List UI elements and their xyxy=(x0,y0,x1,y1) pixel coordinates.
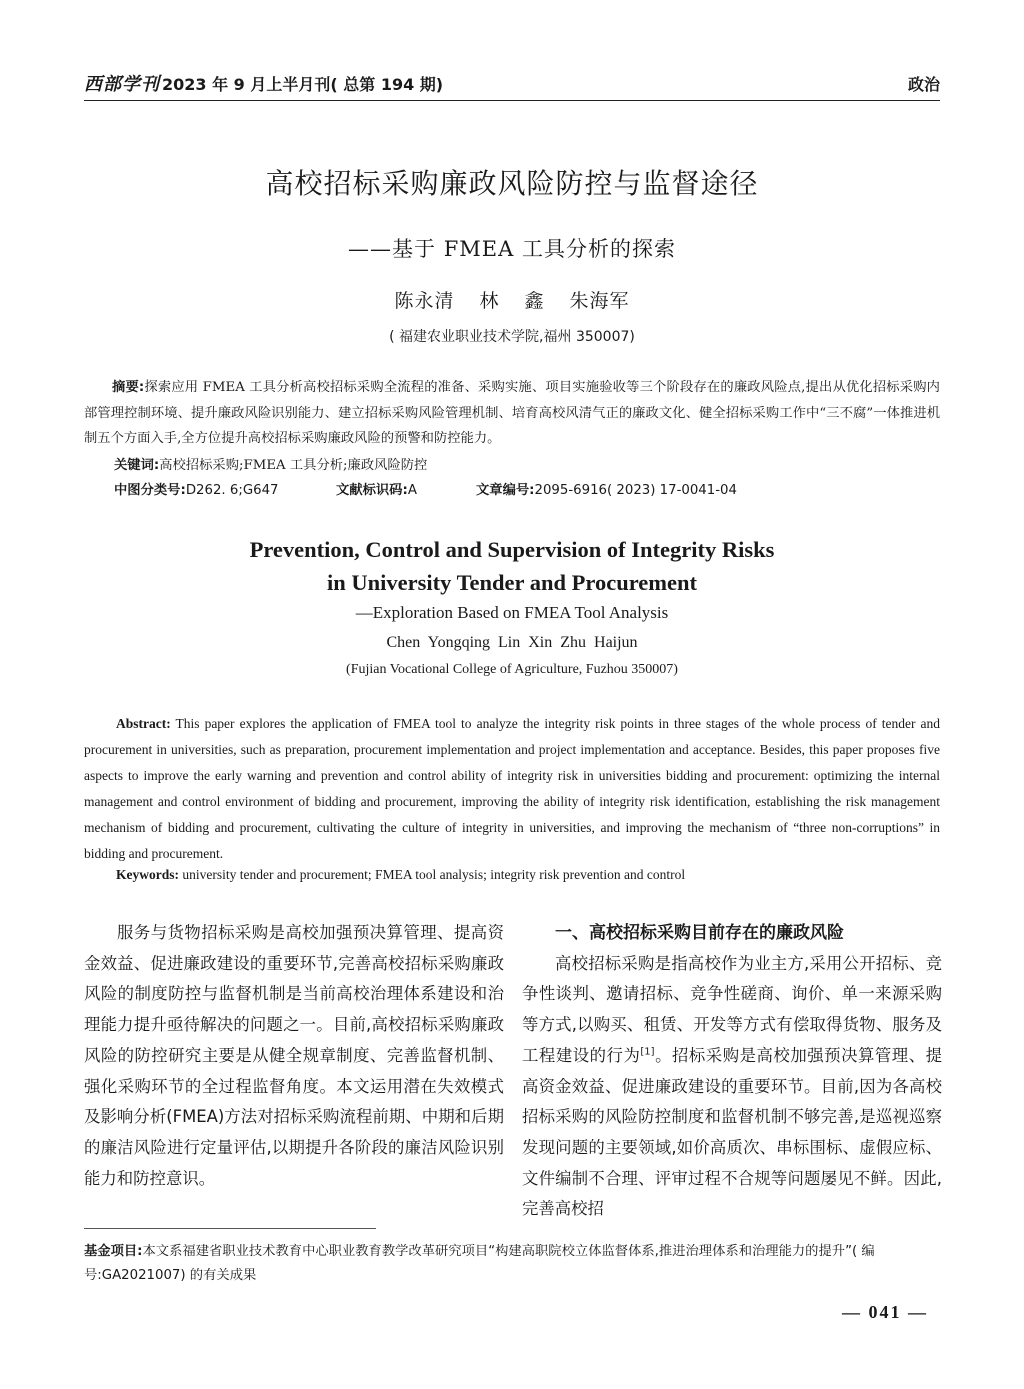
funding-footnote xyxy=(84,1240,940,1288)
footnote-rule xyxy=(84,1228,376,1229)
keywords-cn xyxy=(114,454,427,473)
affiliation-en: (Fujian Vocational College of Agriculture, Fuzhou 350007) xyxy=(346,662,678,677)
page-number: — 041 — xyxy=(842,1302,928,1322)
keywords-en-text: university tender and procurement; FMEA tool analysis; integrity risk prevention and control xyxy=(179,867,686,882)
clc-label: 中图分类号: xyxy=(114,483,186,498)
keywords-en xyxy=(116,867,685,883)
section1-text-b: 。招标采购是高校加强预决算管理、提高资金效益、促进廉政建设的重要环节。目前,因为各高校招标采购的风险防控制度和监督机制不够完善,是巡视巡察发现问题的主要领域,如价高质次、串标围标、虚假应标、文件编制不合理、评审过程不合规等问题屡见不鲜。因此,完善高校招 xyxy=(522,1045,943,1219)
article-no-label: 文章编号: xyxy=(476,483,535,498)
authors-cn: 陈永清 林 鑫 朱海军 xyxy=(394,290,630,312)
intro-paragraph: 服务与货物招标采购是高校加强预决算管理、提高资金效益、促进廉政建设的重要环节,完善高校招标采购廉政风险的制度防控与监督机制是当前高校治理体系建设和治理能力提升亟待解决的问题之一。目前,高校招标采购廉政风险的防控研究主要是从健全规章制度、完善监督机制、强化采购环节的全过程监督角度。本文运用潜在失效模式及影响分析(FMEA)方法对招标采购流程前期、中期和后期的廉洁风险进行定量评估,以期提升各阶段的廉洁风险识别能力和防控意识。 xyxy=(84,923,504,1188)
clc-value: D262. 6;G647 xyxy=(185,483,279,498)
abstract-cn-label: 摘要: xyxy=(112,380,145,395)
journal-logo: 西部学刊 xyxy=(84,74,160,95)
title-en xyxy=(0,533,1024,599)
keywords-cn-text: 高校招标采购;FMEA 工具分析;廉政风险防控 xyxy=(159,458,428,473)
issue-info: 2023 年 9 月上半月刊( 总第 194 期) xyxy=(162,75,444,94)
funding-text: 本文系福建省职业技术教育中心职业教育教学改革研究项目“构建高职院校立体监督体系,推进治理体系和治理能力的提升”( 编号:GA2021007) 的有关成果 xyxy=(84,1244,875,1283)
page-header xyxy=(84,68,940,101)
title-cn: 高校招标采购廉政风险防控与监督途径 xyxy=(265,167,759,200)
authors-en: Chen Yongqing Lin Xin Zhu Haijun xyxy=(386,634,638,651)
abstract-en-text: This paper explores the application of FMEA tool to analyze the integrity risk points in three stages of the whole process of tender and procurement in universities, such as preparation, procurement implementation and project implementation and acceptance. Besides, this paper proposes five aspects to improve the early warning and prevention and control ability of integrity risk in universities bidding and procurement: optimizing the internal management and control environment of bidding and procurement, improving the ability of integrity risk identification, establishing the risk management mechanism of bidding and procurement, cultivating the culture of integrity in universities, and improving the mechanism of “three non-corruptions” in bidding and procurement. xyxy=(84,716,940,861)
doc-code-label: 文献标识码: xyxy=(336,483,408,498)
keywords-cn-label: 关键词: xyxy=(114,458,160,473)
section1-text-a: 高校招标采购是指高校作为业主方,采用公开招标、竞争性谈判、邀请招标、竞争性磋商、询价、单一来源采购等方式,以购买、租赁、开发等方式有偿取得货物、服务及工程建设的行为 xyxy=(522,953,942,1065)
title-en-line2: in University Tender and Procurement xyxy=(326,570,698,595)
section-name: 政治 xyxy=(907,75,940,94)
body-column-right xyxy=(522,918,942,1225)
section-heading-1: 一、高校招标采购目前存在的廉政风险 xyxy=(555,923,844,943)
subtitle-cn: ——基于 FMEA 工具分析的探索 xyxy=(348,237,676,261)
classification-row xyxy=(114,479,737,498)
affiliation-cn: ( 福建农业职业技术学院,福州 350007) xyxy=(389,329,635,345)
article-no-value: 2095-6916( 2023) 17-0041-04 xyxy=(534,483,737,498)
title-en-line1: Prevention, Control and Supervision of Integrity Risks xyxy=(249,537,775,562)
body-column-left xyxy=(84,918,504,1194)
section1-paragraph xyxy=(522,949,942,1225)
subtitle-en: —Exploration Based on FMEA Tool Analysis xyxy=(355,603,669,622)
abstract-cn-text: 探索应用 FMEA 工具分析高校招标采购全流程的准备、采购实施、项目实施验收等三个阶段存在的廉政风险点,提出从优化招标采购内部管理控制环境、提升廉政风险识别能力、建立招标采购风险管理机制、培育高校风清气正的廉政文化、健全招标采购工作中“三不腐”一体推进机制五个方面入手,全方位提升高校招标采购廉政风险的预警和防控能力。 xyxy=(84,380,940,446)
citation-ref: [1] xyxy=(640,1046,655,1058)
funding-label: 基金项目: xyxy=(84,1244,143,1259)
doc-code-value: A xyxy=(407,483,417,498)
abstract-en-label: Abstract: xyxy=(116,716,171,731)
abstract-cn xyxy=(84,375,940,452)
keywords-en-label: Keywords: xyxy=(116,867,179,882)
abstract-en xyxy=(84,711,940,867)
